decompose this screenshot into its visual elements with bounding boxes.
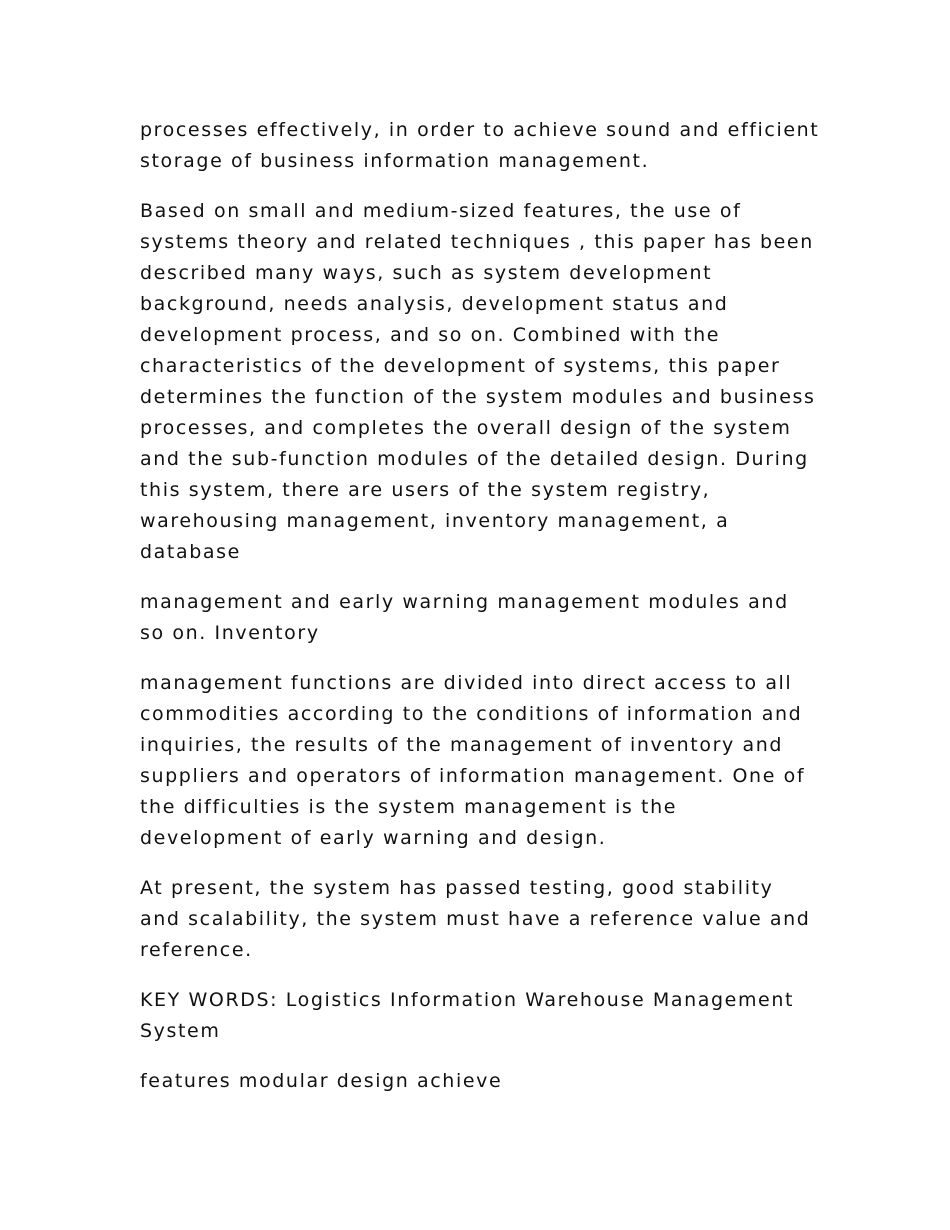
- paragraph-keywords: KEY WORDS: Logistics Information Warehouse Management System: [140, 989, 795, 1042]
- paragraph-testing: At present, the system has passed testing, good stability and scalability, the system must have a reference value and reference.: [140, 877, 811, 961]
- paragraph-keywords-continued: features modular design achieve: [140, 1070, 503, 1092]
- paragraph-inventory-functions: management functions are divided into direct access to all commodities according to the conditions of information and inquiries, the results of the management of inventory and suppliers and operators of information management. One of the difficulties is the system management is the development of early warning and design.: [140, 672, 806, 849]
- paragraph-intro-continuation: processes effectively, in order to achieve sound and efficient storage of business information management.: [140, 119, 820, 172]
- document-page: [140, 115, 820, 1116]
- paragraph-system-overview: Based on small and medium-sized features, the use of systems theory and related techniques , this paper has been described many ways, such as system development background, needs analysis, development status and development process, and so on. Combined with the characteristics of the development of systems, this paper determines the function of the system modules and business processes, and completes the overall design of the system and the sub-function modules of the detailed design. During this system, there are users of the system registry, warehousing management, inventory management, a database: [140, 200, 816, 563]
- paragraph-modules: management and early warning management modules and so on. Inventory: [140, 591, 789, 644]
